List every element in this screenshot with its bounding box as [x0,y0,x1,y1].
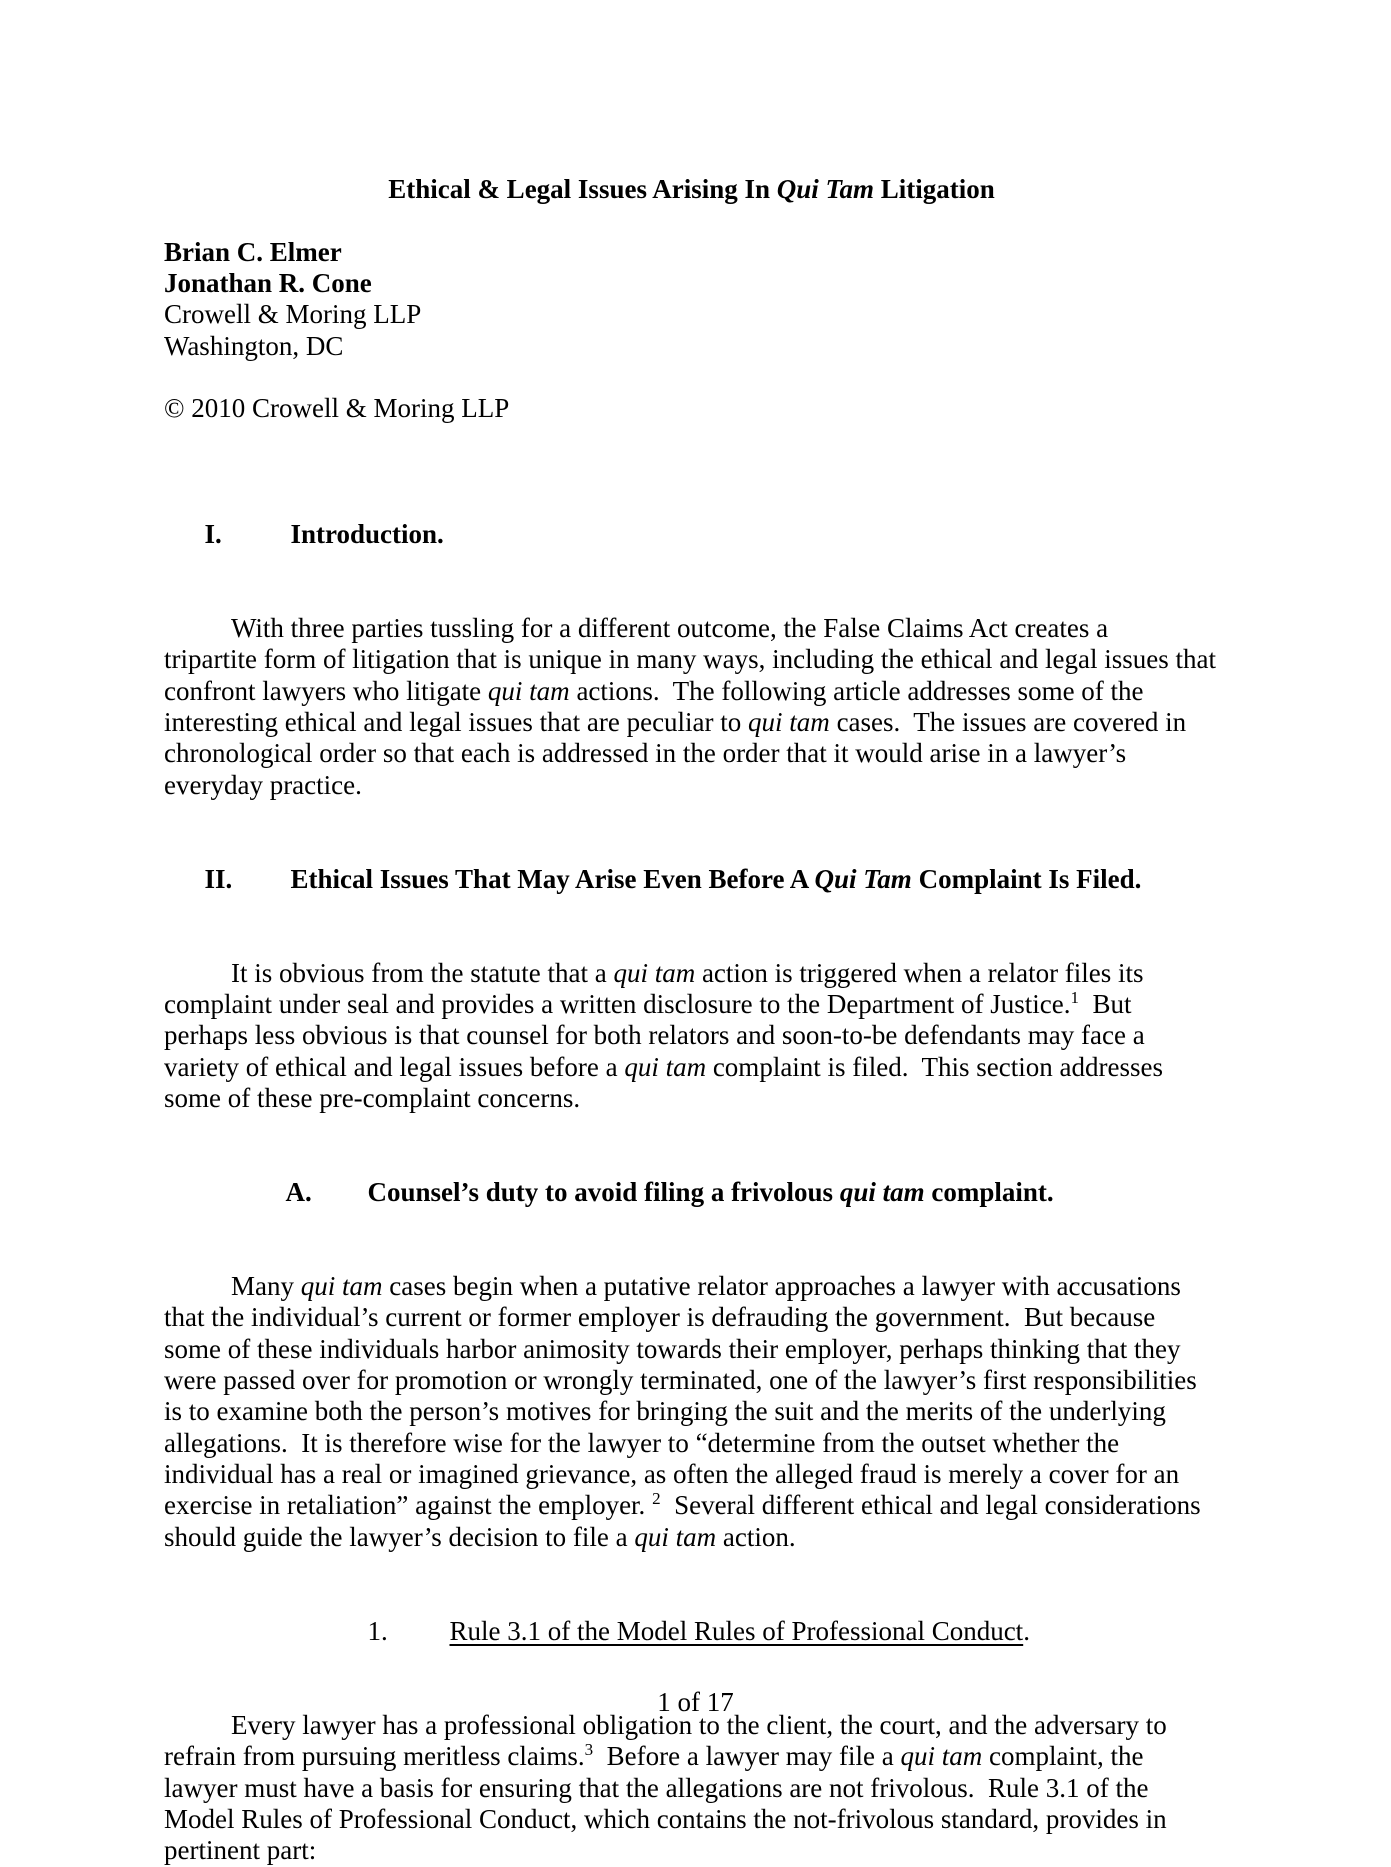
document-title: Ethical & Legal Issues Arising In Qui Tam Litigation [388,174,995,204]
author-block [164,237,1219,362]
text-line: variety of ethical and legal issues before a qui tam complaint is filed. This section addresses [164,1051,1163,1082]
heading-text: Ethical Issues That May Arise Even Before A Qui Tam Complaint Is Filed. [290,863,1142,894]
text-line: is to examine both the person’s motives for bringing the suit and the merits of the underlying [164,1396,1166,1427]
text-line: interesting ethical and legal issues that are peculiar to qui tam cases. The issues are covered in [164,706,1187,737]
paragraph-relator-motives [164,1271,1219,1553]
author-name-2: Jonathan R. Cone [164,268,372,299]
text-line: some of these pre-complaint concerns. [164,1082,581,1113]
heading-introduction [164,487,1219,581]
heading-text: Rule 3.1 of the Model Rules of Professional Conduct. [449,1615,1030,1646]
text-line: were passed over for promotion or wrongly terminated, one of the lawyer’s first responsibilities [164,1365,1197,1396]
heading-number: 1. [367,1615,388,1646]
document-body [164,0,1219,1867]
author-name-1: Brian C. Elmer [164,236,342,267]
page-number: 1 of 17 [657,1687,734,1717]
text-line: chronological order so that each is addressed in the order that it would arise in a lawyer’s [164,738,1127,769]
heading-counsels-duty [164,1146,1219,1240]
heading-text: Counsel’s duty to avoid filing a frivolous qui tam complaint. [367,1177,1054,1207]
text-line: individual has a real or imagined grievance, as often the alleged fraud is merely a cover for an [164,1459,1180,1490]
text-line: With three parties tussling for a different outcome, the False Claims Act creates a [231,612,1109,643]
text-line: everyday practice. [164,769,362,800]
author-affiliation: Crowell & Moring LLP [164,299,422,330]
heading-number: A. [285,1177,312,1207]
text-line: tripartite form of litigation that is unique in many ways, including the ethical and legal issues that [164,644,1217,675]
text-line: It is obvious from the statute that a qui tam action is triggered when a relator files its [231,957,1144,988]
text-line: pertinent part: [164,1835,317,1866]
text-line: complaint under seal and provides a written disclosure to the Department of Justice.$^1$ But [164,987,1132,1019]
heading-number: I. [204,518,222,549]
copyright-line: © 2010 Crowell & Moring LLP [164,393,510,424]
text-line: lawyer must have a basis for ensuring that the allegations are not frivolous. Rule 3.1 of the [164,1772,1149,1803]
heading-text: Introduction. [290,518,444,549]
text-line: Many qui tam cases begin when a putative relator approaches a lawyer with accusations [231,1271,1181,1302]
paragraph-rule-31-standard [164,1710,1219,1867]
text-line: Every lawyer has a professional obligation to the client, the court, and the adversary to [231,1709,1167,1740]
text-line: that the individual’s current or former employer is defrauding the government. But because [164,1302,1156,1333]
text-line: Model Rules of Professional Conduct, which contains the not-frivolous standard, provides in [164,1803,1167,1834]
heading-number: II. [204,863,233,894]
heading-ethical-issues [164,832,1219,926]
heading-rule-31 [164,1584,1219,1678]
text-line: exercise in retaliation” against the employer. $^2$ Several different ethical and legal considerations [164,1489,1201,1521]
text-line: refrain from pursuing meritless claims.$^3$ Before a lawyer may file a qui tam complaint, the [164,1740,1144,1772]
text-line: some of these individuals harbor animosity towards their employer, perhaps thinking that they [164,1333,1181,1364]
paragraph-qui-tam-trigger [164,958,1219,1115]
text-line: should guide the lawyer’s decision to file a qui tam action. [164,1521,796,1552]
author-location: Washington, DC [164,330,344,361]
text-line: perhaps less obvious is that counsel for both relators and soon-to-be defendants may face a [164,1020,1145,1051]
paragraph-intro [164,613,1219,801]
text-line: allegations. It is therefore wise for the lawyer to “determine from the outset whether the [164,1427,1120,1458]
text-line: confront lawyers who litigate qui tam actions. The following article addresses some of the [164,675,1144,706]
